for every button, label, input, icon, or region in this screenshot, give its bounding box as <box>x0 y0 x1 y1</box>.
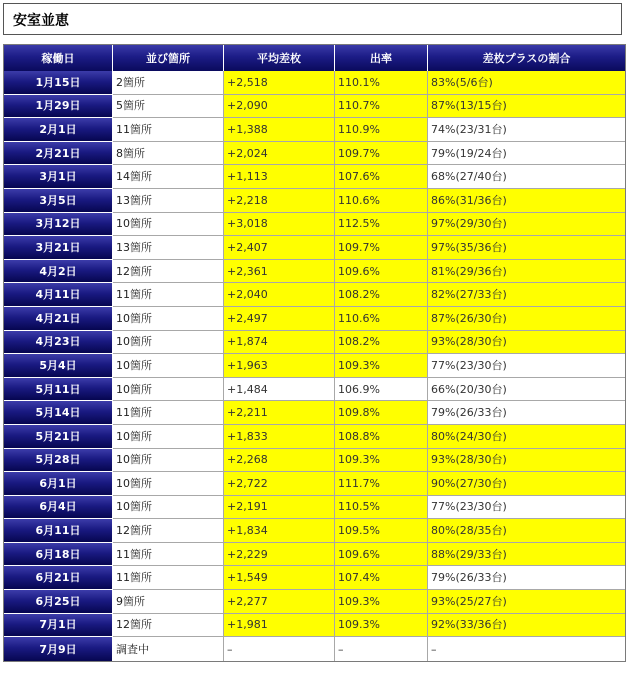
row-avg-diff-cell: +2,268 <box>224 449 335 473</box>
row-payout-rate-cell: 110.6% <box>335 189 428 213</box>
row-plus-ratio-cell: 80%(28/35台) <box>428 519 625 543</box>
row-spots-cell: 2箇所 <box>113 71 224 95</box>
row-date-cell: 5月21日 <box>4 425 113 449</box>
row-plus-ratio-cell: 80%(24/30台) <box>428 425 625 449</box>
row-date-cell: 6月1日 <box>4 472 113 496</box>
table-row <box>4 590 625 614</box>
row-plus-ratio-cell: 77%(23/30台) <box>428 496 625 520</box>
row-plus-ratio-cell: 79%(26/33台) <box>428 401 625 425</box>
column-header-payout-rate: 出率 <box>335 45 428 71</box>
row-payout-rate-cell: 110.6% <box>335 307 428 331</box>
row-payout-rate-cell: 109.7% <box>335 236 428 260</box>
table-row <box>4 519 625 543</box>
row-date-cell: 1月29日 <box>4 95 113 119</box>
row-payout-rate-cell: 109.6% <box>335 543 428 567</box>
column-header-date: 稼働日 <box>4 45 113 71</box>
table-row <box>4 378 625 402</box>
row-spots-cell: 12箇所 <box>113 614 224 638</box>
row-avg-diff-cell: +2,191 <box>224 496 335 520</box>
row-spots-cell: 14箇所 <box>113 165 224 189</box>
row-date-cell: 2月1日 <box>4 118 113 142</box>
row-payout-rate-cell: 107.6% <box>335 165 428 189</box>
row-avg-diff-cell: +1,834 <box>224 519 335 543</box>
row-date-cell: 5月28日 <box>4 449 113 473</box>
table-row <box>4 165 625 189</box>
row-avg-diff-cell: – <box>224 637 335 661</box>
row-spots-cell: 12箇所 <box>113 260 224 284</box>
row-date-cell: 6月18日 <box>4 543 113 567</box>
row-avg-diff-cell: +1,981 <box>224 614 335 638</box>
row-avg-diff-cell: +2,518 <box>224 71 335 95</box>
row-spots-cell: 10箇所 <box>113 213 224 237</box>
row-payout-rate-cell: 111.7% <box>335 472 428 496</box>
row-payout-rate-cell: 106.9% <box>335 378 428 402</box>
row-plus-ratio-cell: 68%(27/40台) <box>428 165 625 189</box>
row-plus-ratio-cell: 81%(29/36台) <box>428 260 625 284</box>
row-spots-cell: 10箇所 <box>113 354 224 378</box>
row-spots-cell: 10箇所 <box>113 472 224 496</box>
row-avg-diff-cell: +2,040 <box>224 283 335 307</box>
table-row <box>4 543 625 567</box>
row-date-cell: 4月11日 <box>4 283 113 307</box>
row-date-cell: 6月4日 <box>4 496 113 520</box>
row-spots-cell: 13箇所 <box>113 189 224 213</box>
row-plus-ratio-cell: 92%(33/36台) <box>428 614 625 638</box>
row-spots-cell: 11箇所 <box>113 118 224 142</box>
row-plus-ratio-cell: 79%(19/24台) <box>428 142 625 166</box>
table-row <box>4 637 625 661</box>
table-row <box>4 189 625 213</box>
row-avg-diff-cell: +1,549 <box>224 566 335 590</box>
row-avg-diff-cell: +1,833 <box>224 425 335 449</box>
row-payout-rate-cell: 110.9% <box>335 118 428 142</box>
row-spots-cell: 12箇所 <box>113 519 224 543</box>
column-header-avg-diff: 平均差枚 <box>224 45 335 71</box>
row-spots-cell: 9箇所 <box>113 590 224 614</box>
row-plus-ratio-cell: 86%(31/36台) <box>428 189 625 213</box>
row-avg-diff-cell: +1,484 <box>224 378 335 402</box>
row-avg-diff-cell: +1,113 <box>224 165 335 189</box>
row-avg-diff-cell: +2,361 <box>224 260 335 284</box>
table-row <box>4 566 625 590</box>
row-plus-ratio-cell: 88%(29/33台) <box>428 543 625 567</box>
row-plus-ratio-cell: 79%(26/33台) <box>428 566 625 590</box>
row-plus-ratio-cell: 82%(27/33台) <box>428 283 625 307</box>
row-spots-cell: 調査中 <box>113 637 224 661</box>
row-spots-cell: 10箇所 <box>113 449 224 473</box>
row-date-cell: 4月23日 <box>4 331 113 355</box>
row-payout-rate-cell: 109.8% <box>335 401 428 425</box>
row-date-cell: 3月5日 <box>4 189 113 213</box>
row-avg-diff-cell: +2,722 <box>224 472 335 496</box>
table-row <box>4 425 625 449</box>
row-date-cell: 1月15日 <box>4 71 113 95</box>
row-payout-rate-cell: 109.3% <box>335 449 428 473</box>
row-date-cell: 3月12日 <box>4 213 113 237</box>
row-payout-rate-cell: 107.4% <box>335 566 428 590</box>
row-date-cell: 5月14日 <box>4 401 113 425</box>
row-date-cell: 7月1日 <box>4 614 113 638</box>
table-row <box>4 118 625 142</box>
row-payout-rate-cell: 109.3% <box>335 614 428 638</box>
row-payout-rate-cell: 112.5% <box>335 213 428 237</box>
row-avg-diff-cell: +2,218 <box>224 189 335 213</box>
row-spots-cell: 11箇所 <box>113 566 224 590</box>
row-spots-cell: 11箇所 <box>113 283 224 307</box>
row-avg-diff-cell: +2,024 <box>224 142 335 166</box>
row-avg-diff-cell: +1,874 <box>224 331 335 355</box>
row-avg-diff-cell: +2,277 <box>224 590 335 614</box>
row-payout-rate-cell: – <box>335 637 428 661</box>
row-avg-diff-cell: +2,407 <box>224 236 335 260</box>
row-avg-diff-cell: +1,388 <box>224 118 335 142</box>
row-avg-diff-cell: +2,497 <box>224 307 335 331</box>
row-plus-ratio-cell: 87%(26/30台) <box>428 307 625 331</box>
row-payout-rate-cell: 108.2% <box>335 331 428 355</box>
table-row <box>4 142 625 166</box>
row-avg-diff-cell: +3,018 <box>224 213 335 237</box>
row-date-cell: 5月4日 <box>4 354 113 378</box>
table-row <box>4 95 625 119</box>
row-date-cell: 6月11日 <box>4 519 113 543</box>
row-plus-ratio-cell: 90%(27/30台) <box>428 472 625 496</box>
row-avg-diff-cell: +1,963 <box>224 354 335 378</box>
row-date-cell: 6月21日 <box>4 566 113 590</box>
row-plus-ratio-cell: – <box>428 637 625 661</box>
table-row <box>4 354 625 378</box>
row-date-cell: 3月21日 <box>4 236 113 260</box>
header-row <box>4 45 625 71</box>
row-spots-cell: 10箇所 <box>113 331 224 355</box>
row-payout-rate-cell: 108.2% <box>335 283 428 307</box>
table-row <box>4 614 625 638</box>
row-payout-rate-cell: 109.3% <box>335 590 428 614</box>
title-box <box>3 3 622 35</box>
table-row <box>4 283 625 307</box>
row-plus-ratio-cell: 77%(23/30台) <box>428 354 625 378</box>
row-date-cell: 5月11日 <box>4 378 113 402</box>
row-payout-rate-cell: 109.7% <box>335 142 428 166</box>
row-spots-cell: 10箇所 <box>113 307 224 331</box>
page-title: 安室並恵 <box>13 13 69 29</box>
table-row <box>4 401 625 425</box>
row-avg-diff-cell: +2,229 <box>224 543 335 567</box>
row-payout-rate-cell: 110.5% <box>335 496 428 520</box>
table-row <box>4 307 625 331</box>
column-header-plus-ratio: 差枚プラスの割合 <box>428 45 625 71</box>
row-payout-rate-cell: 109.5% <box>335 519 428 543</box>
row-plus-ratio-cell: 93%(28/30台) <box>428 449 625 473</box>
table-row <box>4 71 625 95</box>
row-date-cell: 3月1日 <box>4 165 113 189</box>
row-payout-rate-cell: 108.8% <box>335 425 428 449</box>
row-plus-ratio-cell: 97%(29/30台) <box>428 213 625 237</box>
column-header-spots: 並び箇所 <box>113 45 224 71</box>
row-plus-ratio-cell: 87%(13/15台) <box>428 95 625 119</box>
row-spots-cell: 10箇所 <box>113 496 224 520</box>
row-plus-ratio-cell: 83%(5/6台) <box>428 71 625 95</box>
table-row <box>4 496 625 520</box>
row-plus-ratio-cell: 74%(23/31台) <box>428 118 625 142</box>
row-spots-cell: 11箇所 <box>113 401 224 425</box>
row-plus-ratio-cell: 93%(25/27台) <box>428 590 625 614</box>
table-row <box>4 213 625 237</box>
row-date-cell: 4月2日 <box>4 260 113 284</box>
row-spots-cell: 13箇所 <box>113 236 224 260</box>
row-date-cell: 2月21日 <box>4 142 113 166</box>
table-row <box>4 236 625 260</box>
row-plus-ratio-cell: 66%(20/30台) <box>428 378 625 402</box>
row-spots-cell: 10箇所 <box>113 378 224 402</box>
row-avg-diff-cell: +2,090 <box>224 95 335 119</box>
row-avg-diff-cell: +2,211 <box>224 401 335 425</box>
row-spots-cell: 8箇所 <box>113 142 224 166</box>
table-row <box>4 331 625 355</box>
table-row <box>4 472 625 496</box>
row-payout-rate-cell: 110.7% <box>335 95 428 119</box>
table-row <box>4 260 625 284</box>
row-date-cell: 7月9日 <box>4 637 113 661</box>
row-payout-rate-cell: 109.3% <box>335 354 428 378</box>
table-row <box>4 449 625 473</box>
row-spots-cell: 10箇所 <box>113 425 224 449</box>
data-table <box>3 44 626 662</box>
row-date-cell: 4月21日 <box>4 307 113 331</box>
row-date-cell: 6月25日 <box>4 590 113 614</box>
row-spots-cell: 5箇所 <box>113 95 224 119</box>
row-plus-ratio-cell: 93%(28/30台) <box>428 331 625 355</box>
row-payout-rate-cell: 110.1% <box>335 71 428 95</box>
row-payout-rate-cell: 109.6% <box>335 260 428 284</box>
row-plus-ratio-cell: 97%(35/36台) <box>428 236 625 260</box>
row-spots-cell: 11箇所 <box>113 543 224 567</box>
